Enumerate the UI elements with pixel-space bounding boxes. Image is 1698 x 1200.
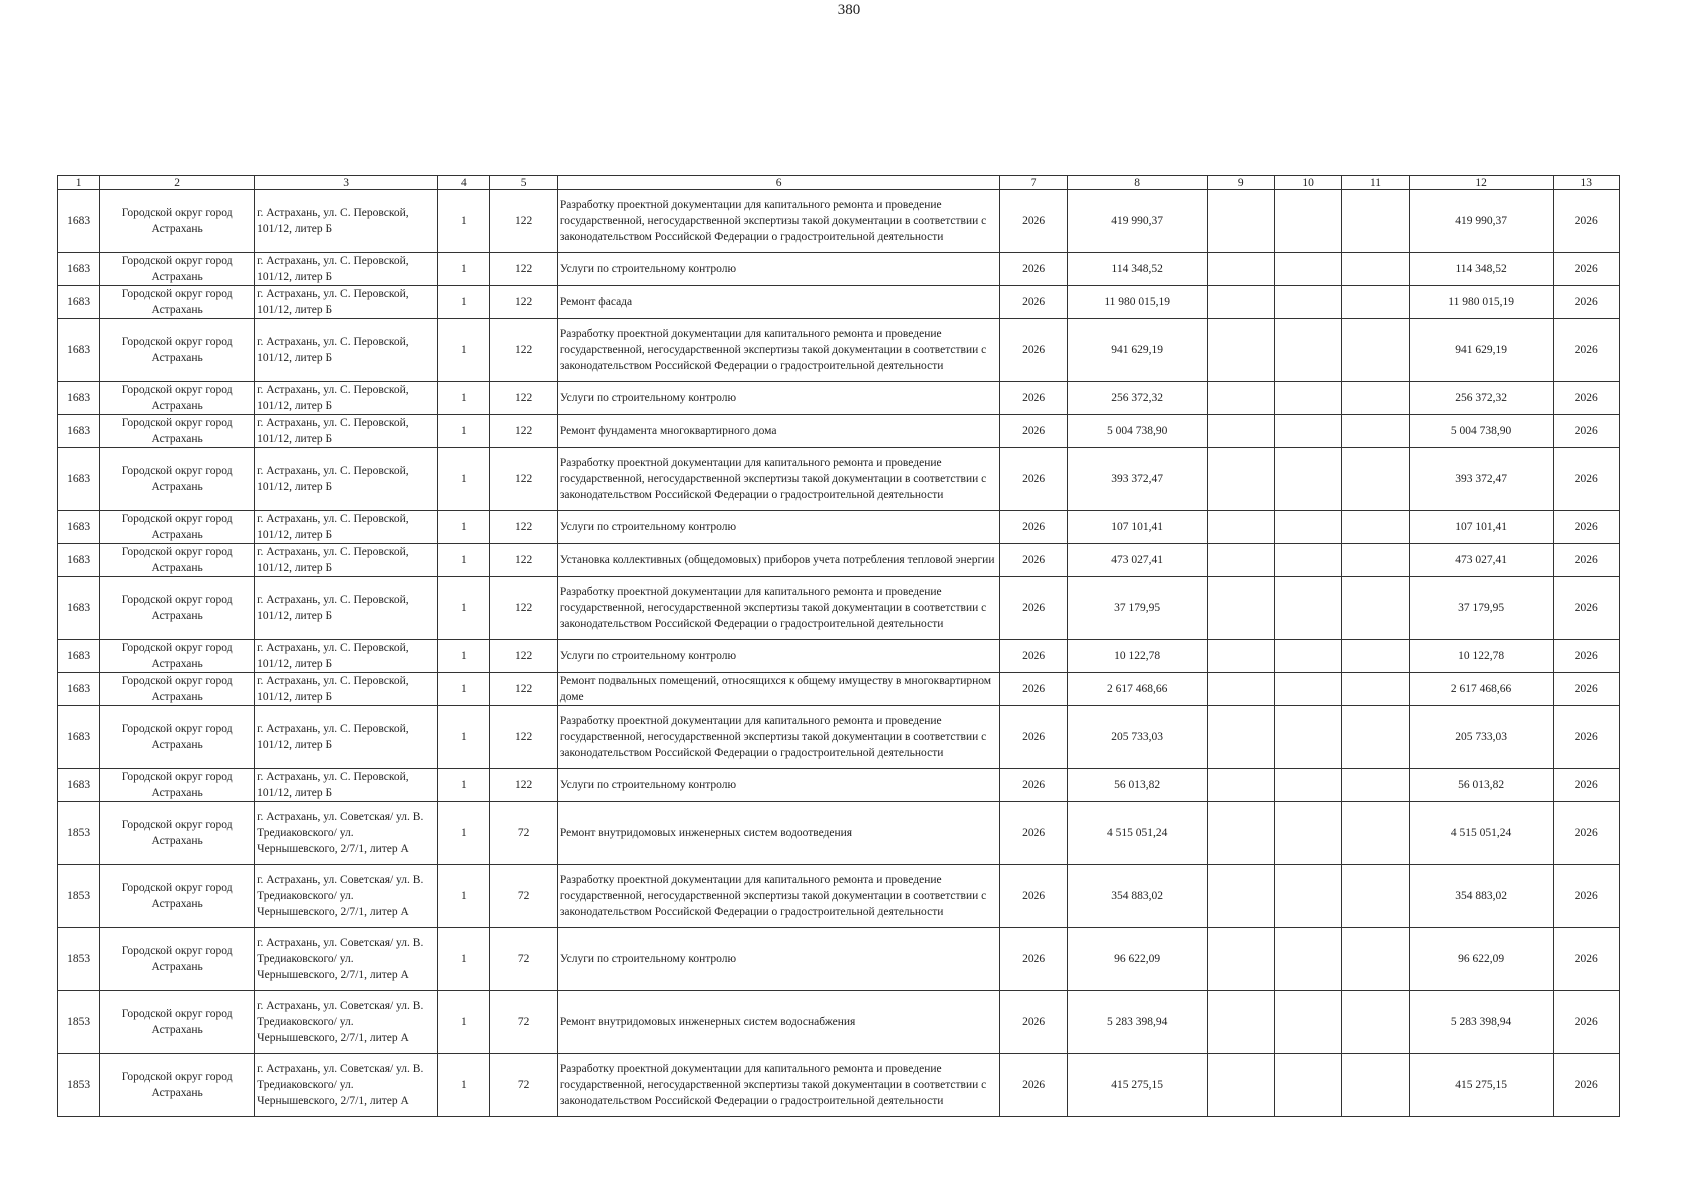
municipality-cell: Городской округ город Астрахань <box>100 190 255 253</box>
address-cell: г. Астрахань, ул. С. Перовской, 101/12, литер Б <box>255 544 438 577</box>
work-type-cell: Разработку проектной документации для капитального ремонта и проведение государственной, негосударственной экспертизы такой документации в соответствии с законодательством Российской Федерации о градостроительной деятельности <box>557 865 1000 928</box>
municipality-cell: Городской округ город Астрахань <box>100 253 255 286</box>
table-row <box>58 448 1620 511</box>
municipality-cell: Городской округ город Астрахань <box>100 544 255 577</box>
year-cell: 2026 <box>1000 640 1067 673</box>
column-4-cell: 1 <box>438 865 490 928</box>
total-cost-cell: 96 622,09 <box>1067 928 1207 991</box>
column-5-cell: 72 <box>490 991 557 1054</box>
building-number-cell: 1683 <box>58 448 100 511</box>
address-cell: г. Астрахань, ул. С. Перовской, 101/12, литер Б <box>255 673 438 706</box>
column-4-cell: 1 <box>438 991 490 1054</box>
column-9-cell <box>1207 319 1274 382</box>
table-row <box>58 769 1620 802</box>
cost-cell: 37 179,95 <box>1409 577 1553 640</box>
cost-cell: 941 629,19 <box>1409 319 1553 382</box>
completion-year-cell: 2026 <box>1553 286 1619 319</box>
year-cell: 2026 <box>1000 991 1067 1054</box>
column-11-cell <box>1342 190 1409 253</box>
completion-year-cell: 2026 <box>1553 253 1619 286</box>
table-row <box>58 640 1620 673</box>
column-header: 8 <box>1067 176 1207 190</box>
year-cell: 2026 <box>1000 577 1067 640</box>
column-9-cell <box>1207 382 1274 415</box>
table-row <box>58 511 1620 544</box>
cost-cell: 205 733,03 <box>1409 706 1553 769</box>
cost-cell: 107 101,41 <box>1409 511 1553 544</box>
table-row <box>58 1054 1620 1117</box>
completion-year-cell: 2026 <box>1553 415 1619 448</box>
total-cost-cell: 393 372,47 <box>1067 448 1207 511</box>
address-cell: г. Астрахань, ул. Советская/ ул. В. Тредиаковского/ ул. Чернышевского, 2/7/1, литер А <box>255 991 438 1054</box>
completion-year-cell: 2026 <box>1553 544 1619 577</box>
column-5-cell: 122 <box>490 319 557 382</box>
column-number-row <box>58 176 1620 190</box>
municipality-cell: Городской округ город Астрахань <box>100 415 255 448</box>
completion-year-cell: 2026 <box>1553 928 1619 991</box>
column-4-cell: 1 <box>438 286 490 319</box>
municipality-cell: Городской округ город Астрахань <box>100 577 255 640</box>
column-10-cell <box>1274 511 1341 544</box>
year-cell: 2026 <box>1000 802 1067 865</box>
column-5-cell: 122 <box>490 448 557 511</box>
table-row <box>58 991 1620 1054</box>
column-5-cell: 72 <box>490 1054 557 1117</box>
column-header: 11 <box>1342 176 1409 190</box>
column-10-cell <box>1274 706 1341 769</box>
address-cell: г. Астрахань, ул. Советская/ ул. В. Тредиаковского/ ул. Чернышевского, 2/7/1, литер А <box>255 1054 438 1117</box>
year-cell: 2026 <box>1000 511 1067 544</box>
column-9-cell <box>1207 706 1274 769</box>
work-type-cell: Услуги по строительному контролю <box>557 382 1000 415</box>
completion-year-cell: 2026 <box>1553 706 1619 769</box>
column-11-cell <box>1342 802 1409 865</box>
column-10-cell <box>1274 190 1341 253</box>
municipality-cell: Городской округ город Астрахань <box>100 991 255 1054</box>
cost-cell: 473 027,41 <box>1409 544 1553 577</box>
year-cell: 2026 <box>1000 448 1067 511</box>
completion-year-cell: 2026 <box>1553 640 1619 673</box>
column-11-cell <box>1342 448 1409 511</box>
municipality-cell: Городской округ город Астрахань <box>100 319 255 382</box>
year-cell: 2026 <box>1000 769 1067 802</box>
total-cost-cell: 473 027,41 <box>1067 544 1207 577</box>
table-row <box>58 286 1620 319</box>
year-cell: 2026 <box>1000 286 1067 319</box>
work-type-cell: Разработку проектной документации для капитального ремонта и проведение государственной, негосударственной экспертизы такой документации в соответствии с законодательством Российской Федерации о градостроительной деятельности <box>557 448 1000 511</box>
work-type-cell: Разработку проектной документации для капитального ремонта и проведение государственной, негосударственной экспертизы такой документации в соответствии с законодательством Российской Федерации о градостроительной деятельности <box>557 577 1000 640</box>
cost-cell: 5 004 738,90 <box>1409 415 1553 448</box>
total-cost-cell: 10 122,78 <box>1067 640 1207 673</box>
municipality-cell: Городской округ город Астрахань <box>100 673 255 706</box>
column-11-cell <box>1342 769 1409 802</box>
building-number-cell: 1853 <box>58 928 100 991</box>
column-4-cell: 1 <box>438 544 490 577</box>
column-9-cell <box>1207 190 1274 253</box>
municipality-cell: Городской округ город Астрахань <box>100 769 255 802</box>
completion-year-cell: 2026 <box>1553 448 1619 511</box>
cost-cell: 56 013,82 <box>1409 769 1553 802</box>
column-11-cell <box>1342 286 1409 319</box>
municipality-cell: Городской округ город Астрахань <box>100 865 255 928</box>
total-cost-cell: 256 372,32 <box>1067 382 1207 415</box>
column-4-cell: 1 <box>438 448 490 511</box>
address-cell: г. Астрахань, ул. Советская/ ул. В. Тредиаковского/ ул. Чернышевского, 2/7/1, литер А <box>255 928 438 991</box>
column-4-cell: 1 <box>438 319 490 382</box>
column-11-cell <box>1342 865 1409 928</box>
column-5-cell: 72 <box>490 802 557 865</box>
page-number: 380 <box>837 2 861 18</box>
address-cell: г. Астрахань, ул. С. Перовской, 101/12, литер Б <box>255 415 438 448</box>
column-4-cell: 1 <box>438 1054 490 1117</box>
completion-year-cell: 2026 <box>1553 802 1619 865</box>
column-9-cell <box>1207 769 1274 802</box>
column-5-cell: 122 <box>490 673 557 706</box>
column-11-cell <box>1342 253 1409 286</box>
cost-cell: 419 990,37 <box>1409 190 1553 253</box>
total-cost-cell: 4 515 051,24 <box>1067 802 1207 865</box>
column-5-cell: 72 <box>490 865 557 928</box>
address-cell: г. Астрахань, ул. С. Перовской, 101/12, литер Б <box>255 319 438 382</box>
column-9-cell <box>1207 991 1274 1054</box>
column-9-cell <box>1207 640 1274 673</box>
work-type-cell: Разработку проектной документации для капитального ремонта и проведение государственной, негосударственной экспертизы такой документации в соответствии с законодательством Российской Федерации о градостроительной деятельности <box>557 190 1000 253</box>
work-type-cell: Услуги по строительному контролю <box>557 928 1000 991</box>
total-cost-cell: 37 179,95 <box>1067 577 1207 640</box>
column-11-cell <box>1342 511 1409 544</box>
building-number-cell: 1683 <box>58 544 100 577</box>
building-number-cell: 1853 <box>58 802 100 865</box>
address-cell: г. Астрахань, ул. С. Перовской, 101/12, литер Б <box>255 511 438 544</box>
cost-cell: 2 617 468,66 <box>1409 673 1553 706</box>
column-11-cell <box>1342 673 1409 706</box>
column-10-cell <box>1274 991 1341 1054</box>
address-cell: г. Астрахань, ул. С. Перовской, 101/12, литер Б <box>255 577 438 640</box>
column-10-cell <box>1274 544 1341 577</box>
work-type-cell: Ремонт фундамента многоквартирного дома <box>557 415 1000 448</box>
column-9-cell <box>1207 928 1274 991</box>
completion-year-cell: 2026 <box>1553 190 1619 253</box>
column-5-cell: 122 <box>490 640 557 673</box>
total-cost-cell: 107 101,41 <box>1067 511 1207 544</box>
table-row <box>58 382 1620 415</box>
column-9-cell <box>1207 865 1274 928</box>
column-9-cell <box>1207 511 1274 544</box>
column-4-cell: 1 <box>438 673 490 706</box>
column-header: 6 <box>557 176 1000 190</box>
municipality-cell: Городской округ город Астрахань <box>100 286 255 319</box>
total-cost-cell: 419 990,37 <box>1067 190 1207 253</box>
cost-cell: 4 515 051,24 <box>1409 802 1553 865</box>
column-11-cell <box>1342 991 1409 1054</box>
year-cell: 2026 <box>1000 865 1067 928</box>
year-cell: 2026 <box>1000 544 1067 577</box>
column-10-cell <box>1274 769 1341 802</box>
building-number-cell: 1853 <box>58 865 100 928</box>
work-type-cell: Ремонт внутридомовых инженерных систем водоснабжения <box>557 991 1000 1054</box>
building-number-cell: 1683 <box>58 382 100 415</box>
completion-year-cell: 2026 <box>1553 577 1619 640</box>
total-cost-cell: 415 275,15 <box>1067 1054 1207 1117</box>
address-cell: г. Астрахань, ул. С. Перовской, 101/12, литер Б <box>255 382 438 415</box>
work-type-cell: Услуги по строительному контролю <box>557 253 1000 286</box>
cost-cell: 114 348,52 <box>1409 253 1553 286</box>
column-11-cell <box>1342 415 1409 448</box>
cost-cell: 5 283 398,94 <box>1409 991 1553 1054</box>
column-4-cell: 1 <box>438 253 490 286</box>
completion-year-cell: 2026 <box>1553 511 1619 544</box>
column-header: 13 <box>1553 176 1619 190</box>
table-body <box>58 190 1620 1117</box>
address-cell: г. Астрахань, ул. С. Перовской, 101/12, литер Б <box>255 769 438 802</box>
table-row <box>58 673 1620 706</box>
column-4-cell: 1 <box>438 928 490 991</box>
column-4-cell: 1 <box>438 769 490 802</box>
total-cost-cell: 114 348,52 <box>1067 253 1207 286</box>
table-row <box>58 415 1620 448</box>
column-9-cell <box>1207 1054 1274 1117</box>
address-cell: г. Астрахань, ул. С. Перовской, 101/12, литер Б <box>255 706 438 769</box>
work-type-cell: Услуги по строительному контролю <box>557 511 1000 544</box>
column-header: 9 <box>1207 176 1274 190</box>
column-5-cell: 122 <box>490 382 557 415</box>
column-11-cell <box>1342 382 1409 415</box>
building-number-cell: 1683 <box>58 511 100 544</box>
total-cost-cell: 5 283 398,94 <box>1067 991 1207 1054</box>
column-5-cell: 122 <box>490 706 557 769</box>
table-row <box>58 577 1620 640</box>
cost-cell: 256 372,32 <box>1409 382 1553 415</box>
year-cell: 2026 <box>1000 319 1067 382</box>
column-10-cell <box>1274 286 1341 319</box>
column-5-cell: 122 <box>490 577 557 640</box>
column-5-cell: 122 <box>490 190 557 253</box>
table-row <box>58 319 1620 382</box>
completion-year-cell: 2026 <box>1553 991 1619 1054</box>
address-cell: г. Астрахань, ул. С. Перовской, 101/12, литер Б <box>255 286 438 319</box>
column-11-cell <box>1342 640 1409 673</box>
column-header: 4 <box>438 176 490 190</box>
work-type-cell: Разработку проектной документации для капитального ремонта и проведение государственной, негосударственной экспертизы такой документации в соответствии с законодательством Российской Федерации о градостроительной деятельности <box>557 319 1000 382</box>
work-type-cell: Ремонт внутридомовых инженерных систем водоотведения <box>557 802 1000 865</box>
cost-cell: 10 122,78 <box>1409 640 1553 673</box>
work-type-cell: Ремонт подвальных помещений, относящихся к общему имуществу в многоквартирном доме <box>557 673 1000 706</box>
completion-year-cell: 2026 <box>1553 673 1619 706</box>
municipality-cell: Городской округ город Астрахань <box>100 640 255 673</box>
total-cost-cell: 5 004 738,90 <box>1067 415 1207 448</box>
building-number-cell: 1683 <box>58 286 100 319</box>
building-number-cell: 1683 <box>58 769 100 802</box>
column-5-cell: 122 <box>490 415 557 448</box>
cost-cell: 354 883,02 <box>1409 865 1553 928</box>
column-10-cell <box>1274 1054 1341 1117</box>
column-header: 5 <box>490 176 557 190</box>
column-header: 2 <box>100 176 255 190</box>
building-number-cell: 1853 <box>58 1054 100 1117</box>
column-10-cell <box>1274 577 1341 640</box>
column-4-cell: 1 <box>438 382 490 415</box>
column-10-cell <box>1274 253 1341 286</box>
column-9-cell <box>1207 544 1274 577</box>
column-11-cell <box>1342 706 1409 769</box>
column-header: 10 <box>1274 176 1341 190</box>
column-9-cell <box>1207 253 1274 286</box>
column-10-cell <box>1274 928 1341 991</box>
column-header: 3 <box>255 176 438 190</box>
address-cell: г. Астрахань, ул. С. Перовской, 101/12, литер Б <box>255 640 438 673</box>
table-row <box>58 190 1620 253</box>
column-9-cell <box>1207 415 1274 448</box>
column-10-cell <box>1274 415 1341 448</box>
column-header: 7 <box>1000 176 1067 190</box>
total-cost-cell: 205 733,03 <box>1067 706 1207 769</box>
completion-year-cell: 2026 <box>1553 865 1619 928</box>
year-cell: 2026 <box>1000 673 1067 706</box>
work-type-cell: Разработку проектной документации для капитального ремонта и проведение государственной, негосударственной экспертизы такой документации в соответствии с законодательством Российской Федерации о градостроительной деятельности <box>557 706 1000 769</box>
column-10-cell <box>1274 319 1341 382</box>
completion-year-cell: 2026 <box>1553 319 1619 382</box>
municipality-cell: Городской округ город Астрахань <box>100 448 255 511</box>
cost-cell: 11 980 015,19 <box>1409 286 1553 319</box>
building-number-cell: 1683 <box>58 640 100 673</box>
municipality-cell: Городской округ город Астрахань <box>100 928 255 991</box>
completion-year-cell: 2026 <box>1553 769 1619 802</box>
column-11-cell <box>1342 577 1409 640</box>
column-10-cell <box>1274 382 1341 415</box>
column-4-cell: 1 <box>438 706 490 769</box>
completion-year-cell: 2026 <box>1553 382 1619 415</box>
year-cell: 2026 <box>1000 382 1067 415</box>
column-9-cell <box>1207 577 1274 640</box>
total-cost-cell: 354 883,02 <box>1067 865 1207 928</box>
table-row <box>58 802 1620 865</box>
municipality-cell: Городской округ город Астрахань <box>100 802 255 865</box>
column-4-cell: 1 <box>438 802 490 865</box>
year-cell: 2026 <box>1000 1054 1067 1117</box>
year-cell: 2026 <box>1000 253 1067 286</box>
column-9-cell <box>1207 448 1274 511</box>
building-number-cell: 1683 <box>58 319 100 382</box>
address-cell: г. Астрахань, ул. Советская/ ул. В. Тредиаковского/ ул. Чернышевского, 2/7/1, литер А <box>255 802 438 865</box>
column-10-cell <box>1274 802 1341 865</box>
municipality-cell: Городской округ город Астрахань <box>100 382 255 415</box>
total-cost-cell: 941 629,19 <box>1067 319 1207 382</box>
building-number-cell: 1853 <box>58 991 100 1054</box>
column-11-cell <box>1342 1054 1409 1117</box>
column-5-cell: 122 <box>490 511 557 544</box>
municipality-cell: Городской округ город Астрахань <box>100 1054 255 1117</box>
municipality-cell: Городской округ город Астрахань <box>100 511 255 544</box>
column-5-cell: 72 <box>490 928 557 991</box>
column-4-cell: 1 <box>438 511 490 544</box>
table-row <box>58 865 1620 928</box>
capital-repair-table <box>57 175 1620 1117</box>
work-type-cell: Разработку проектной документации для капитального ремонта и проведение государственной, негосударственной экспертизы такой документации в соответствии с законодательством Российской Федерации о градостроительной деятельности <box>557 1054 1000 1117</box>
column-5-cell: 122 <box>490 253 557 286</box>
column-header: 12 <box>1409 176 1553 190</box>
table-row <box>58 928 1620 991</box>
year-cell: 2026 <box>1000 190 1067 253</box>
column-10-cell <box>1274 448 1341 511</box>
column-5-cell: 122 <box>490 544 557 577</box>
column-5-cell: 122 <box>490 769 557 802</box>
table-row <box>58 253 1620 286</box>
column-4-cell: 1 <box>438 640 490 673</box>
work-type-cell: Установка коллективных (общедомовых) приборов учета потребления тепловой энергии <box>557 544 1000 577</box>
municipality-cell: Городской округ город Астрахань <box>100 706 255 769</box>
total-cost-cell: 56 013,82 <box>1067 769 1207 802</box>
column-4-cell: 1 <box>438 190 490 253</box>
column-9-cell <box>1207 673 1274 706</box>
table-row <box>58 706 1620 769</box>
address-cell: г. Астрахань, ул. С. Перовской, 101/12, литер Б <box>255 253 438 286</box>
column-10-cell <box>1274 640 1341 673</box>
column-10-cell <box>1274 865 1341 928</box>
column-10-cell <box>1274 673 1341 706</box>
table-row <box>58 544 1620 577</box>
building-number-cell: 1683 <box>58 415 100 448</box>
column-11-cell <box>1342 319 1409 382</box>
building-number-cell: 1683 <box>58 190 100 253</box>
column-9-cell <box>1207 802 1274 865</box>
building-number-cell: 1683 <box>58 673 100 706</box>
building-number-cell: 1683 <box>58 253 100 286</box>
completion-year-cell: 2026 <box>1553 1054 1619 1117</box>
work-type-cell: Ремонт фасада <box>557 286 1000 319</box>
total-cost-cell: 2 617 468,66 <box>1067 673 1207 706</box>
column-9-cell <box>1207 286 1274 319</box>
total-cost-cell: 11 980 015,19 <box>1067 286 1207 319</box>
year-cell: 2026 <box>1000 706 1067 769</box>
address-cell: г. Астрахань, ул. С. Перовской, 101/12, литер Б <box>255 448 438 511</box>
column-4-cell: 1 <box>438 415 490 448</box>
column-header: 1 <box>58 176 100 190</box>
column-11-cell <box>1342 544 1409 577</box>
building-number-cell: 1683 <box>58 577 100 640</box>
work-type-cell: Услуги по строительному контролю <box>557 640 1000 673</box>
column-11-cell <box>1342 928 1409 991</box>
address-cell: г. Астрахань, ул. С. Перовской, 101/12, литер Б <box>255 190 438 253</box>
cost-cell: 415 275,15 <box>1409 1054 1553 1117</box>
building-number-cell: 1683 <box>58 706 100 769</box>
address-cell: г. Астрахань, ул. Советская/ ул. В. Тредиаковского/ ул. Чернышевского, 2/7/1, литер А <box>255 865 438 928</box>
work-type-cell: Услуги по строительному контролю <box>557 769 1000 802</box>
cost-cell: 393 372,47 <box>1409 448 1553 511</box>
column-5-cell: 122 <box>490 286 557 319</box>
year-cell: 2026 <box>1000 928 1067 991</box>
year-cell: 2026 <box>1000 415 1067 448</box>
column-4-cell: 1 <box>438 577 490 640</box>
cost-cell: 96 622,09 <box>1409 928 1553 991</box>
